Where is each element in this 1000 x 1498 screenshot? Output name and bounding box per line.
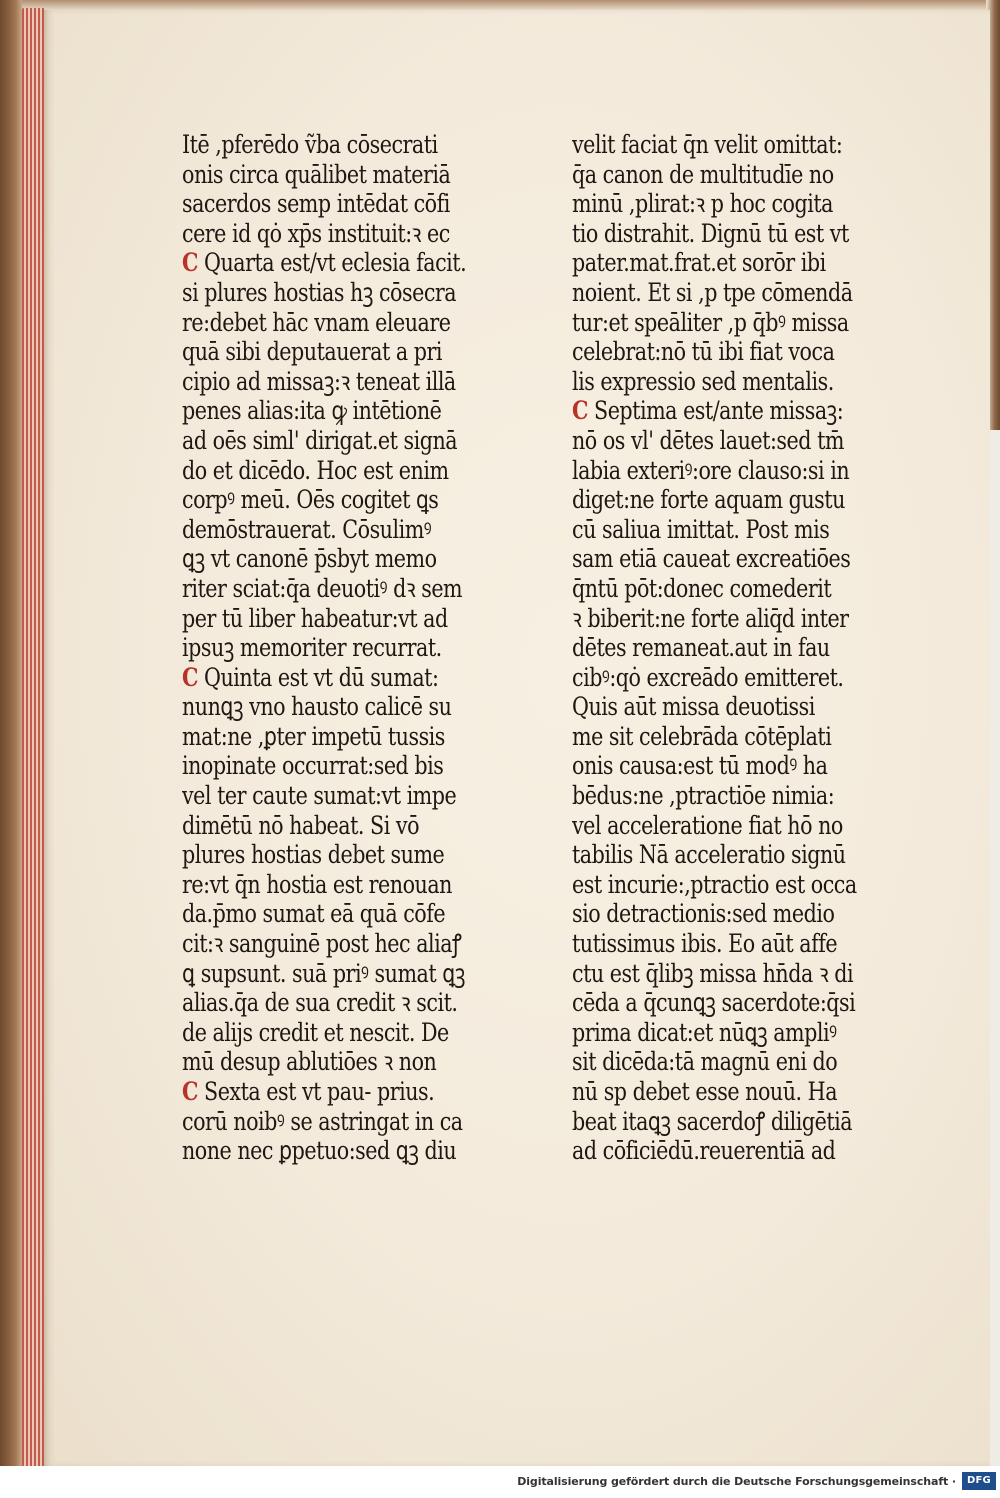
text-line: mū desup ablutiōes ꝛ non: [182, 1047, 437, 1077]
text-line: vel ter caute sumat:vt impe: [182, 781, 457, 811]
rubric-line: [182, 1077, 477, 1107]
text-line: noient. Et si ,p tpe cōmendā: [572, 277, 853, 307]
text-line: nō os vl' dētes lauet:sed tm̄: [572, 425, 844, 455]
left-text-column: [182, 130, 542, 1166]
text-line: cēda a q̄cunꝗꝫ sacerdote:q̄si: [572, 988, 856, 1018]
text-line: Septima est/ante missaꝫ:: [594, 396, 844, 426]
rubric-line: [182, 248, 477, 278]
text-line: do et dicēdo. Hoc est enim: [182, 455, 449, 485]
book-page: [44, 10, 990, 1466]
text-line: cit:ꝛ sanguinē post hec aliaꝭ: [182, 929, 462, 959]
text-line: pater.mat.frat.et sorōr ibi: [572, 248, 826, 278]
text-line: inopinate occurrat:sed bis: [182, 751, 444, 781]
text-line: corpꝰ meū. Oēs cogitet ꝗs: [182, 485, 439, 515]
rubric-mark: C: [572, 396, 588, 426]
page-edges: [22, 8, 44, 1468]
text-line: dimētū nō habeat. Si vō: [182, 810, 420, 840]
text-line: onis circa quālibet materiā: [182, 159, 451, 189]
rubric-line: [182, 663, 477, 693]
text-line: prima dicat:et nūꝗꝫ ampliꝰ: [572, 1017, 837, 1047]
text-line: Quis aūt missa deuotissi: [572, 692, 815, 722]
text-line: cipio ad missaꝫ:ꝛ teneat illā: [182, 366, 456, 396]
rubric-line: [572, 396, 867, 426]
text-line: ad oēs siml' dirigat.et signā: [182, 425, 458, 455]
right-text-column: [572, 130, 932, 1166]
text-line: me sit celebrāda cōtēplati: [572, 721, 832, 751]
text-line: penes alias:ita ꝙ intētionē: [182, 396, 442, 426]
text-line: nunꝗꝫ vno hausto calicē su: [182, 692, 452, 722]
text-line: minū ,plirat:ꝛ p hoc cogita: [572, 189, 833, 219]
text-line: ꝗꝫ vt canonē p̄sbyt memo: [182, 544, 437, 574]
text-line: onis causa:est tū modꝰ ha: [572, 751, 828, 781]
text-line: cū saliua imittat. Post mis: [572, 514, 830, 544]
text-line: mat:ne ,ꝑter impetū tussis: [182, 721, 445, 751]
dfg-logo-icon: DFG: [962, 1472, 996, 1490]
text-line: de alijs credit et nescit. De: [182, 1017, 449, 1047]
text-line: sio detractionis:sed medio: [572, 899, 835, 929]
book-binding: [0, 0, 22, 1478]
funding-credit: Digitalisierung gefördert durch die Deutsche Forschungsgemeinschaft ·: [517, 1475, 956, 1488]
text-line: Quarta est/vt eclesia facit.: [204, 248, 467, 278]
text-line: tabilis Nā acceleratio signū: [572, 840, 846, 870]
text-line: Itē ,pferēdo ṽba cōsecrati: [182, 130, 438, 159]
text-line: celebrat:nō tū ibi fiat voca: [572, 337, 835, 367]
text-line: ipsuꝫ memoriter recurrat.: [182, 633, 442, 663]
text-line: q̄a canon de multitudīe no: [572, 159, 834, 189]
text-line: tio distrahit. Dignū tū est vt: [572, 218, 849, 248]
rubric-mark: C: [182, 248, 198, 278]
text-line: Sexta est vt pau- prius.: [204, 1077, 435, 1106]
text-line: ꝛ biberit:ne forte aliq̄d inter: [572, 603, 849, 633]
text-line: per tū liber habeatur:vt ad: [182, 603, 448, 633]
text-line: cibꝰ:qȯ excreādo emitteret.: [572, 662, 844, 692]
text-line: alias.q̄a de sua credit ꝛ scit.: [182, 988, 458, 1018]
text-line: velit faciat q̄n velit omittat:: [572, 130, 843, 159]
text-line: ꝗ supsunt. suā priꝰ sumat ꝗꝫ: [182, 958, 465, 988]
footer-bar: [0, 1466, 1000, 1498]
text-line: nū sp debet esse nouū. Ha: [572, 1077, 838, 1106]
text-line: est incurie:,ptractio est occa: [572, 869, 857, 899]
text-line: tur:et speāliter ,p q̄bꝰ missa: [572, 307, 849, 337]
text-line: riter sciat:q̄a deuotiꝰ dꝛ sem: [182, 573, 463, 603]
text-line: cere id qȯ xp̄s instituit:ꝛ ec: [182, 218, 450, 248]
text-line: sam etiā caueat excreatiōes: [572, 544, 851, 574]
text-line: sit dicēda:tā magnū eni do: [572, 1047, 838, 1077]
text-line: beat itaꝗꝫ sacerdoꝭ diligētiā: [572, 1106, 853, 1136]
text-line: none nec ꝑpetuo:sed ꝗꝫ diu: [182, 1136, 457, 1166]
text-line: q̄ntū pōt:donec comederit: [572, 573, 832, 603]
rubric-mark: C: [182, 1077, 198, 1106]
text-line: labia exteriꝰ:ore clauso:si in: [572, 455, 850, 485]
text-line: dētes remaneat.aut in fau: [572, 633, 830, 663]
text-line: da.p̄mo sumat eā quā cōfe: [182, 899, 446, 929]
text-line: quā sibi deputauerat a pri: [182, 337, 442, 367]
text-line: diget:ne forte aquam gustu: [572, 485, 845, 515]
text-line: si plures hostias hꝫ cōsecra: [182, 277, 457, 307]
binding-top-edge: [0, 0, 1000, 10]
text-line: bēdus:ne ,ptractiōe nimia:: [572, 781, 835, 811]
text-line: tutissimus ibis. Eo aūt affe: [572, 929, 838, 959]
rubric-mark: C: [182, 662, 198, 692]
text-line: ad cōficiēdū.reuerentiā ad: [572, 1136, 836, 1166]
text-line: vel acceleratione fiat hō no: [572, 810, 843, 840]
text-line: sacerdos semp intēdat cōfi: [182, 189, 450, 219]
text-line: corū noibꝰ se astringat in ca: [182, 1106, 463, 1136]
text-line: lis expressio sed mentalis.: [572, 366, 834, 396]
text-line: re:vt q̄n hostia est renouan: [182, 869, 452, 899]
text-line: ctu est q̄libꝫ missa hn̄da ꝛ di: [572, 958, 854, 988]
text-line: re:debet hāc vnam eleuare: [182, 307, 451, 337]
text-line: plures hostias debet sume: [182, 840, 445, 870]
text-line: Quinta est vt dū sumat:: [204, 662, 439, 692]
text-line: demōstrauerat. Cōsulimꝰ: [182, 514, 432, 544]
